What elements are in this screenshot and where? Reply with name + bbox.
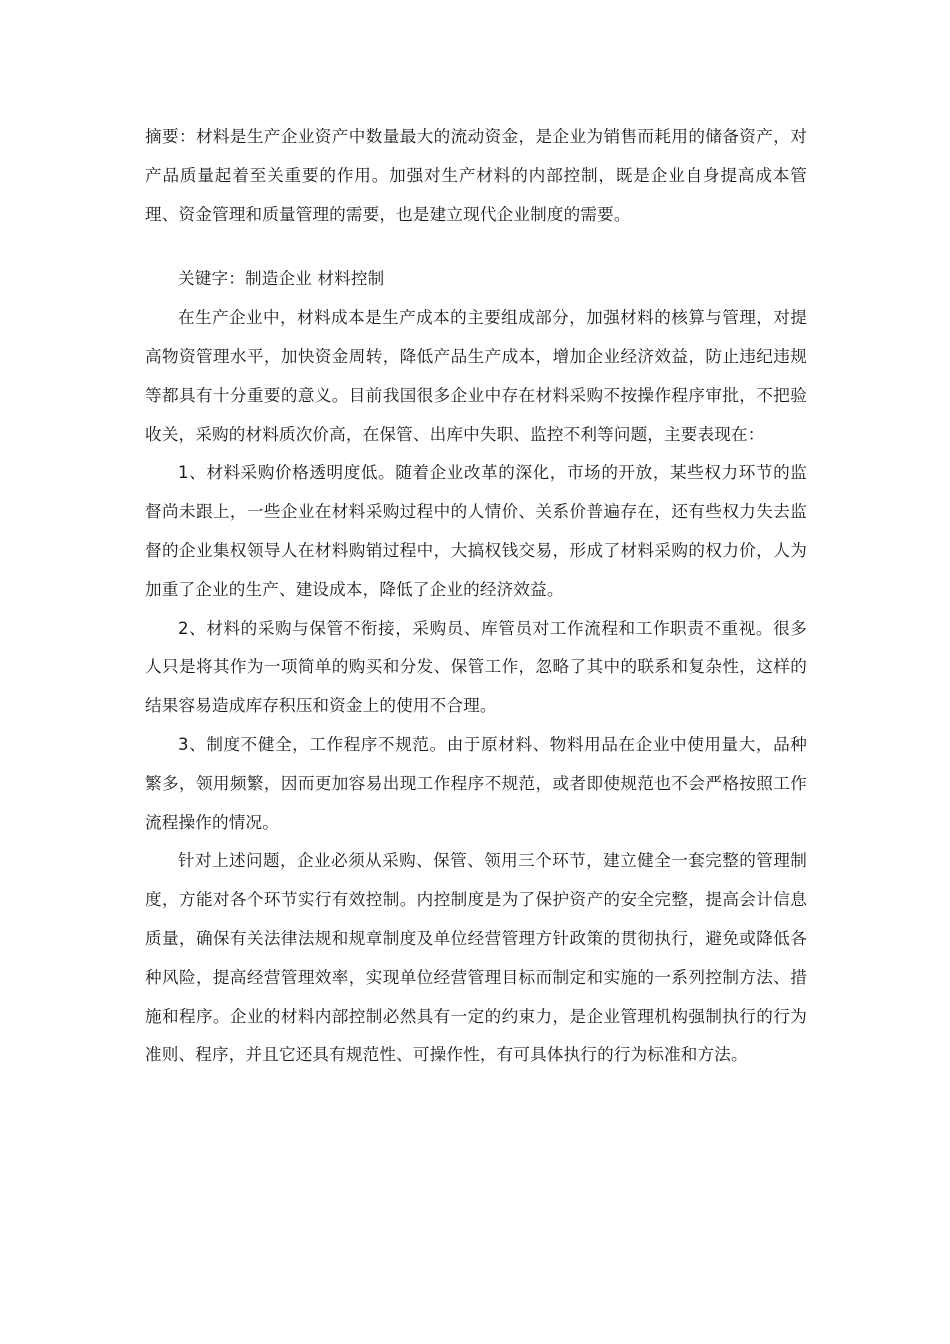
abstract-paragraph: 摘要：材料是生产企业资产中数量最大的流动资金，是企业为销售而耗用的储备资产，对产品质量起着至关重要的作用。加强对生产材料的内部控制，既是企业自身提高成本管理、资金管理和质量管理的需要，也是建立现代企业制度的需要。 bbox=[145, 127, 807, 224]
body-paragraph-point-2: 2、材料的采购与保管不衔接，采购员、库管员对工作流程和工作职责不重视。很多人只是将其作为一项简单的购买和分发、保管工作，忽略了其中的联系和复杂性，这样的结果容易造成库存积压和资金上的使用不合理。 bbox=[145, 618, 807, 716]
body-paragraph-point-1: 1、材料采购价格透明度低。随着企业改革的深化，市场的开放，某些权力环节的监督尚未跟上，一些企业在材料采购过程中的人情价、关系价普遍存在，还有些权力失去监督的企业集权领导人在材料购销过程中，大搞权钱交易，形成了材料采购的权力价，人为加重了企业的生产、建设成本，降低了企业的经济效益。 bbox=[145, 463, 807, 599]
document-body bbox=[145, 118, 807, 1075]
body-paragraph-intro: 在生产企业中，材料成本是生产成本的主要组成部分，加强材料的核算与管理，对提高物资管理水平，加快资金周转，降低产品生产成本，增加企业经济效益，防止违纪违规等都具有十分重要的意义。目前我国很多企业中存在材料采购不按操作程序审批，不把验收关，采购的材料质次价高，在保管、出库中失职、监控不利等问题，主要表现在： bbox=[145, 308, 807, 444]
body-paragraph-point-3: 3、制度不健全，工作程序不规范。由于原材料、物料用品在企业中使用量大，品种繁多，领用频繁，因而更加容易出现工作程序不规范，或者即使规范也不会严格按照工作流程操作的情况。 bbox=[145, 734, 807, 832]
keywords-line: 关键字：制造企业 材料控制 bbox=[178, 269, 385, 289]
body-paragraph-conclusion: 针对上述问题，企业必须从采购、保管、领用三个环节，建立健全一套完整的管理制度，方能对各个环节实行有效控制。内控制度是为了保护资产的安全完整，提高会计信息质量，确保有关法律法规和规章制度及单位经营管理方针政策的贯彻执行，避免或降低各种风险，提高经营管理效率，实现单位经营管理目标而制定和实施的一系列控制方法、措施和程序。企业的材料内部控制必然具有一定的约束力，是企业管理机构强制执行的行为准则、程序，并且它还具有规范性、可操作性，有可具体执行的行为标准和方法。 bbox=[145, 851, 807, 1065]
section-gap bbox=[145, 234, 807, 260]
